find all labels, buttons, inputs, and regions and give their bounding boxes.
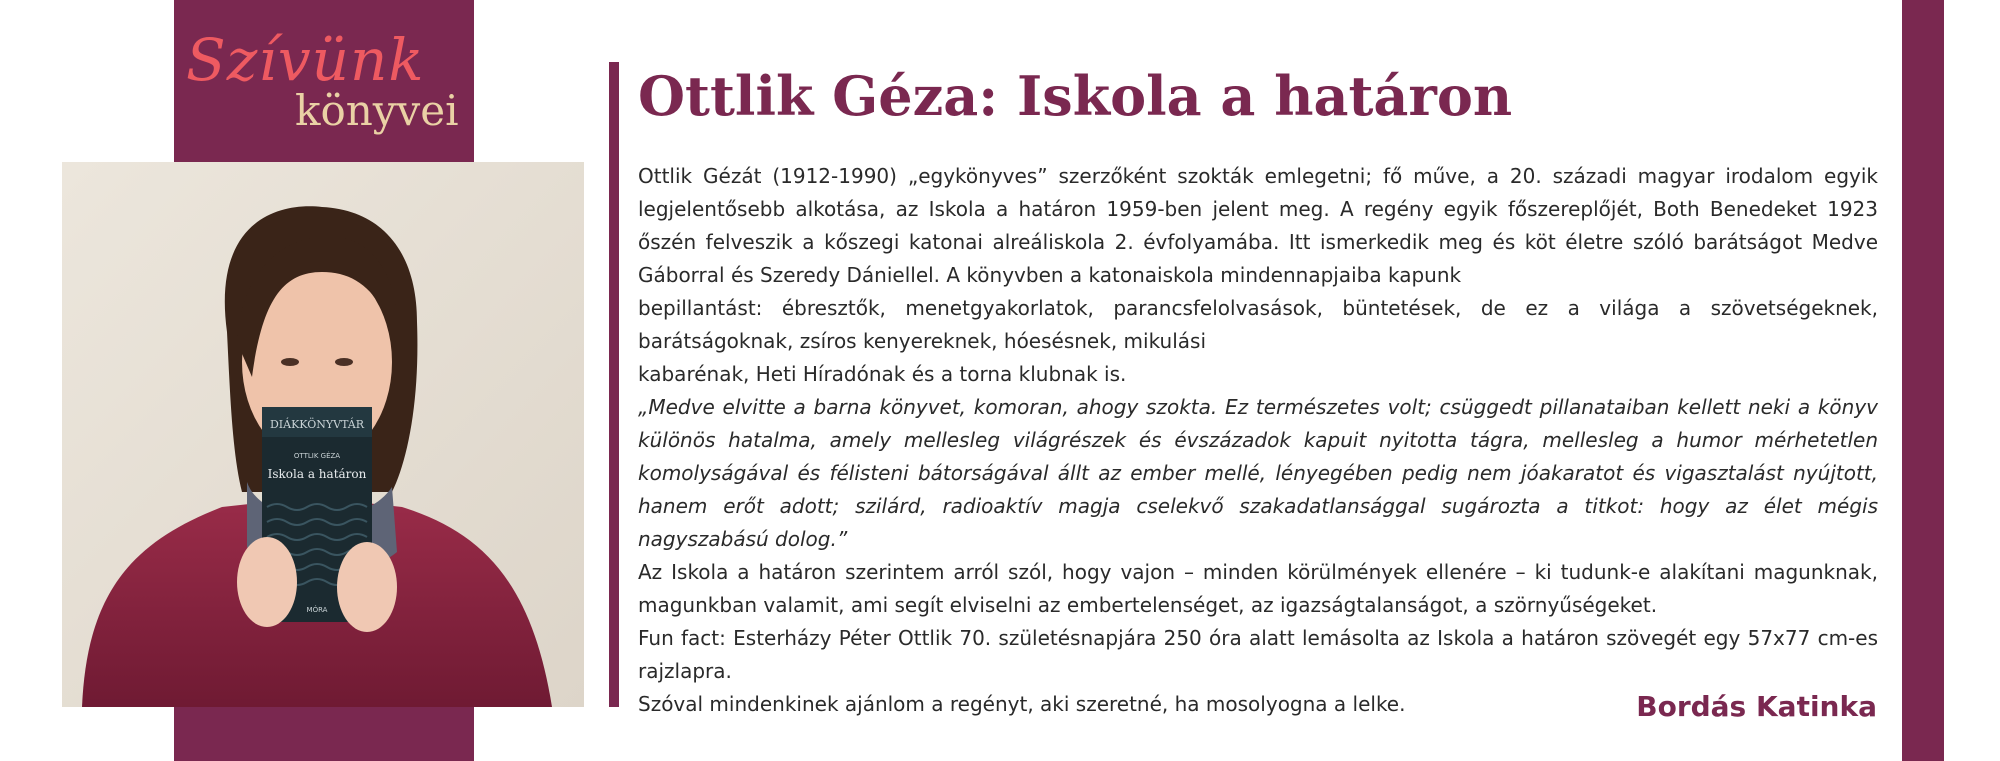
article-title: Ottlik Géza: Iskola a határon [638, 64, 1513, 128]
book-publisher: MÓRA [306, 606, 328, 614]
right-accent-strip [1902, 0, 1944, 761]
author-name: Bordás Katinka [1636, 690, 1877, 723]
reviewer-photo [62, 162, 584, 707]
logo-bottom-block [174, 707, 474, 761]
paragraph: kabarénak, Heti Híradónak és a torna klubnak is. [638, 362, 1127, 386]
book-author: OTTLIK GÉZA [293, 452, 341, 460]
book-series: DIÁKKÖNYVTÁR [269, 418, 365, 431]
quote-paragraph: „Medve elvitte a barna könyvet, komoran, ahogy szokta. Ez természetes volt; csüggedt pillanataiban kellett neki a könyv különös hatalma, amely mellesleg világrészek és évszázadok kapuit nyitotta tágra, mellesleg a humor mérhetetlen komolyságával és félisteni bátorságával állt az ember mellé, lényegében pedig nem jóakaratot és vigasztalást nyújtott, hanem erőt adott; szilárd, radioaktív magja cselekvő szakadatlansággal sugározta a titkot: hogy az élet mégis nagyszabású dolog.” [638, 395, 1878, 551]
paragraph: Szóval mindenkinek ajánlom a regényt, aki szeretné, ha mosolyogna a lelke. [638, 692, 1406, 716]
paragraph: Fun fact: Esterházy Péter Ottlik 70. születésnapjára 250 óra alatt lemásolta az Iskola a határon szövegét egy 57x77 cm-es rajzlapra. [638, 626, 1878, 683]
book-title: Iskola a határon [267, 467, 367, 481]
article-body [638, 160, 1878, 721]
paragraph: bepillantást: ébresztők, menetgyakorlatok, parancsfelolvasások, büntetések, de ez a világa a szövetségeknek, barátságoknak, zsíros kenyereknek, hóesésnek, mikulási [638, 296, 1878, 353]
logo-word-text: könyvei [295, 86, 459, 135]
paragraph: Ottlik Gézát (1912-1990) „egykönyves” szerzőként szokták emlegetni; fő műve, a 20. századi magyar irodalom egyik legjelentősebb alkotása, az Iskola a határon 1959-ben jelent meg. A regény egyik főszereplőjét, Both Benedeket 1923 őszén felveszik a kőszegi katonai alreáliskola 2. évfolyamába. Itt ismerkedik meg és köt életre szóló barátságot Medve Gáborral és Szeredy Dániellel. A könyvben a katonaiskola mindennapjaiba kapunk [638, 164, 1878, 287]
paragraph: Az Iskola a határon szerintem arról szól, hogy vajon – minden körülmények ellenére – ki tudunk-e alakítani magunknak, magunkban valamit, ami segít elviselni az embertelenséget, az igazságtalanságot, a szörnyűségeket. [638, 560, 1878, 617]
logo-script-text: Szívünk [186, 26, 425, 94]
accent-bar [609, 62, 619, 707]
